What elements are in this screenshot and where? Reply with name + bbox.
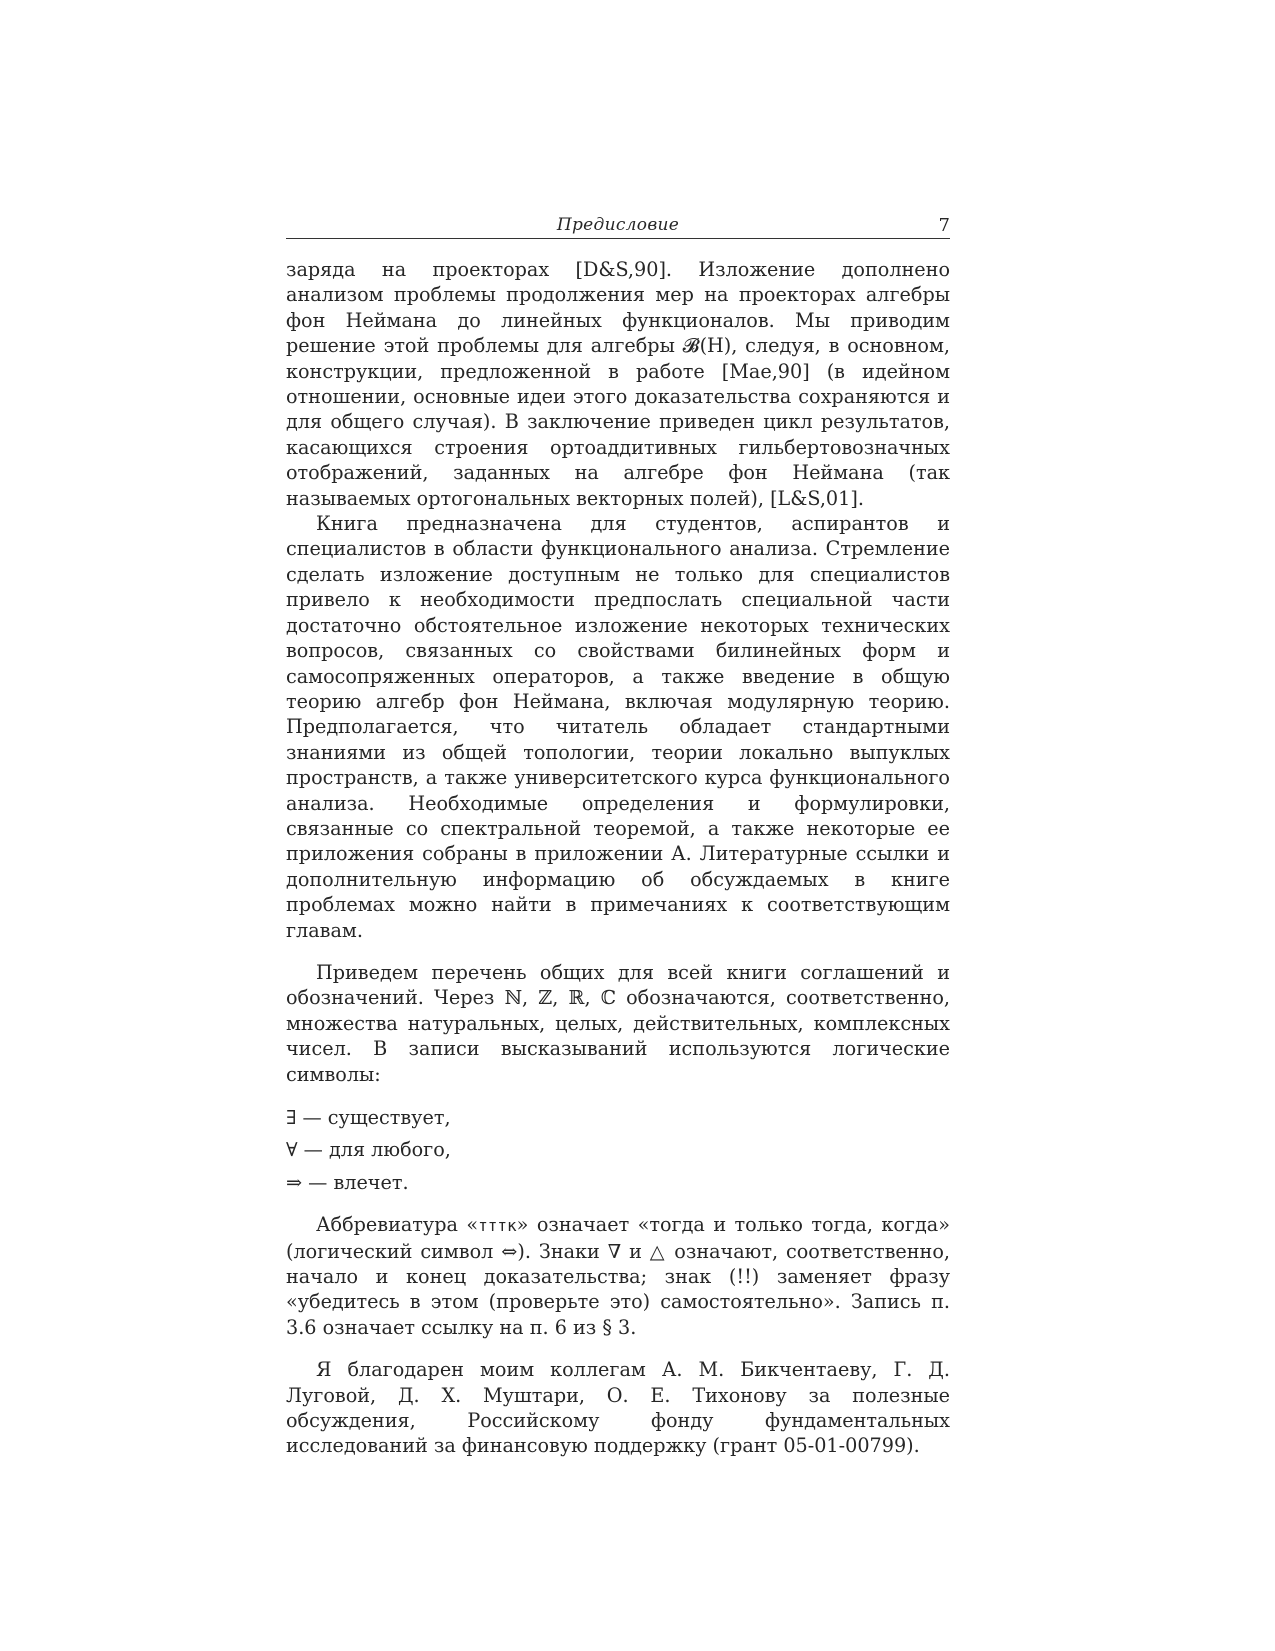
symbol-implies: ⇒ — влечет. bbox=[286, 1170, 409, 1194]
paragraph-audience: Книга предназначена для студентов, аспирантов и специалистов в области функционального анализа. Стремление сделать изложение доступным не только для специалистов привело к необходимости предпослать специальной части достаточно обстоятельное изложение некоторых технических вопросов, связанных со свойствами билинейных форм и самосопряженных операторов, а также введение в общую теорию алгебр фон Неймана, включая модулярную теорию. Предполагается, что читатель обладает стандартными знаниями из общей топологии, теории локально выпуклых пространств, а также университетского курса функционального анализа. Необходимые определения и формулировки, связанные со спектральной теоремой, а также некоторые ее приложения собраны в приложении А. Литературные ссылки и дополнительную информацию об обсуждаемых в книге проблемах можно найти в примечаниях к соответствующим главам. bbox=[286, 512, 950, 942]
page-body bbox=[286, 257, 950, 1459]
symbol-exists: ∃ — существует, bbox=[286, 1106, 451, 1129]
symbol-forall: ∀ — для любого, bbox=[286, 1138, 451, 1162]
paragraph-acknowledgement: Я благодарен моим коллегам А. М. Бикчентаеву, Г. Д. Луговой, Д. Х. Муштари, О. Е. Тихонову за полезные обсуждения, Российскому фонду фундаментальных исследований за финансовую поддержку (грант 05-01-00799). bbox=[286, 1358, 950, 1458]
running-header bbox=[286, 208, 950, 239]
page-number: 7 bbox=[938, 215, 950, 236]
paragraph-notation: Приведем перечень общих для всей книги соглашений и обозначений. Через ℕ, ℤ, ℝ, ℂ обозначаются, соответственно, множества натуральных, целых, действительных, комплексных чисел. В записи высказываний используются логические символы: bbox=[286, 960, 950, 1086]
abbrev-term: тттк bbox=[478, 1216, 517, 1236]
logic-symbol-list bbox=[286, 1105, 950, 1195]
book-page bbox=[286, 208, 950, 1459]
paragraph-continuation: заряда на проекторах [D&S,90]. Изложение дополнено анализом проблемы продолжения мер на проекторах алгебры фон Неймана до линейных функционалов. Мы приводим решение этой проблемы для алгебры 𝓑(H), следуя, в основном, конструкции, предложенной в работе [Mae,90] (в идейном отношении, основные идеи этого доказательства сохраняются и для общего случая). В заключение приведен цикл результатов, касающихся строения ортоаддитивных гильбертовозначных отображений, заданных на алгебре фон Неймана (так называемых ортогональных векторных полей), [L&S,01]. bbox=[286, 258, 950, 510]
paragraph-abbreviation bbox=[286, 1212, 950, 1340]
running-title: Предисловие bbox=[556, 215, 680, 235]
abbrev-text-before: Аббревиатура « bbox=[316, 1213, 479, 1237]
abbrev-text-after: » означает «тогда и только тогда, когда» (логический символ ⇔). Знаки ∇ и △ означают, соответственно, начало и конец доказательства; знак (!!) заменяет фразу «убедитесь в этом (проверьте это) самостоятельно». Запись п. 3.6 означает ссылку на п. 6 из § 3. bbox=[286, 1213, 950, 1339]
